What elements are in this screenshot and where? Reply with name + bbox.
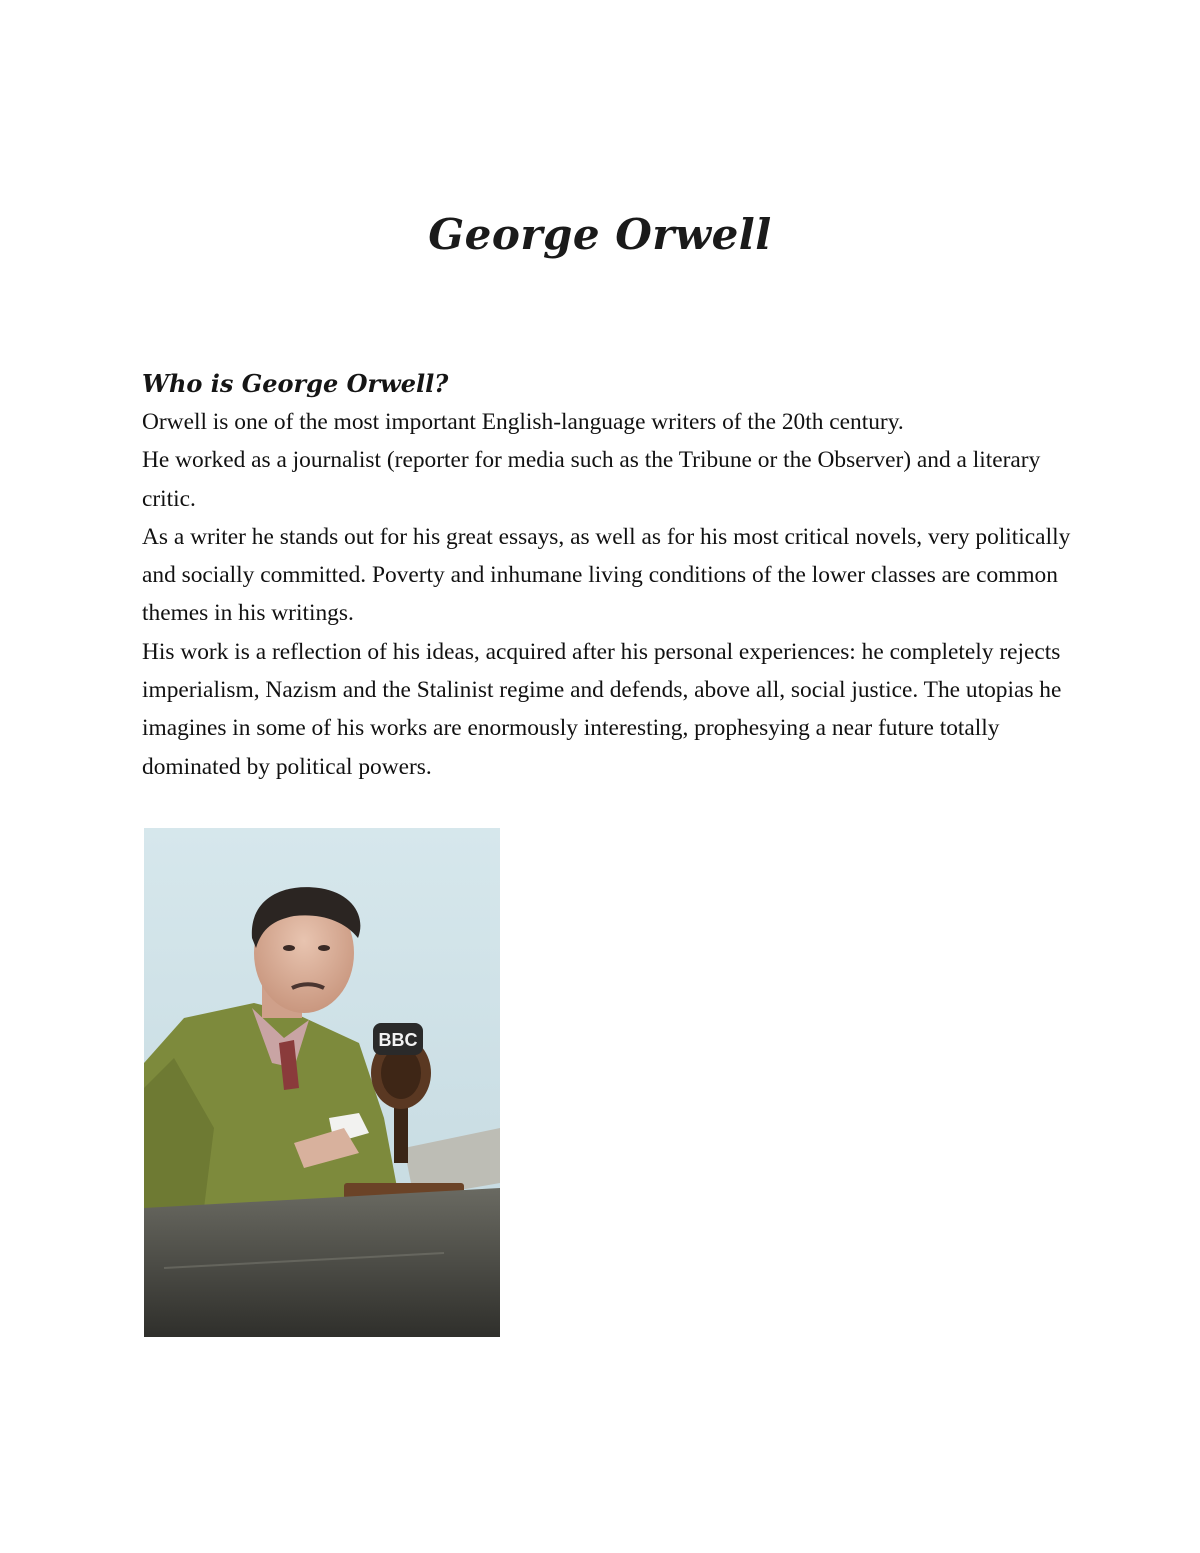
- orwell-photo: [144, 828, 500, 1337]
- paragraph: As a writer he stands out for his great essays, as well as for his most critical novels, very politically and socially committed. Poverty and inhumane living conditions of the lower classes are common themes in his writings.: [142, 523, 1071, 627]
- bbc-badge-text: BBC: [378, 1030, 418, 1050]
- desk: [144, 1188, 500, 1337]
- section-heading: Who is George Orwell?: [142, 369, 449, 398]
- document-body: [142, 365, 1072, 786]
- paragraph: He worked as a journalist (reporter for media such as the Tribune or the Observer) and a literary critic.: [142, 447, 1041, 512]
- page-title: George Orwell: [428, 210, 772, 259]
- paragraph: His work is a reflection of his ideas, acquired after his personal experiences: he completely rejects imperialism, Nazism and the Stalinist regime and defends, above all, social justice. The utopias he imagines in some of his works are enormously interesting, prophesying a near future totally dominated by political powers.: [142, 638, 1062, 780]
- orwell-photo-illustration: [144, 828, 500, 1337]
- paragraph: Orwell is one of the most important English-language writers of the 20th century.: [142, 409, 904, 435]
